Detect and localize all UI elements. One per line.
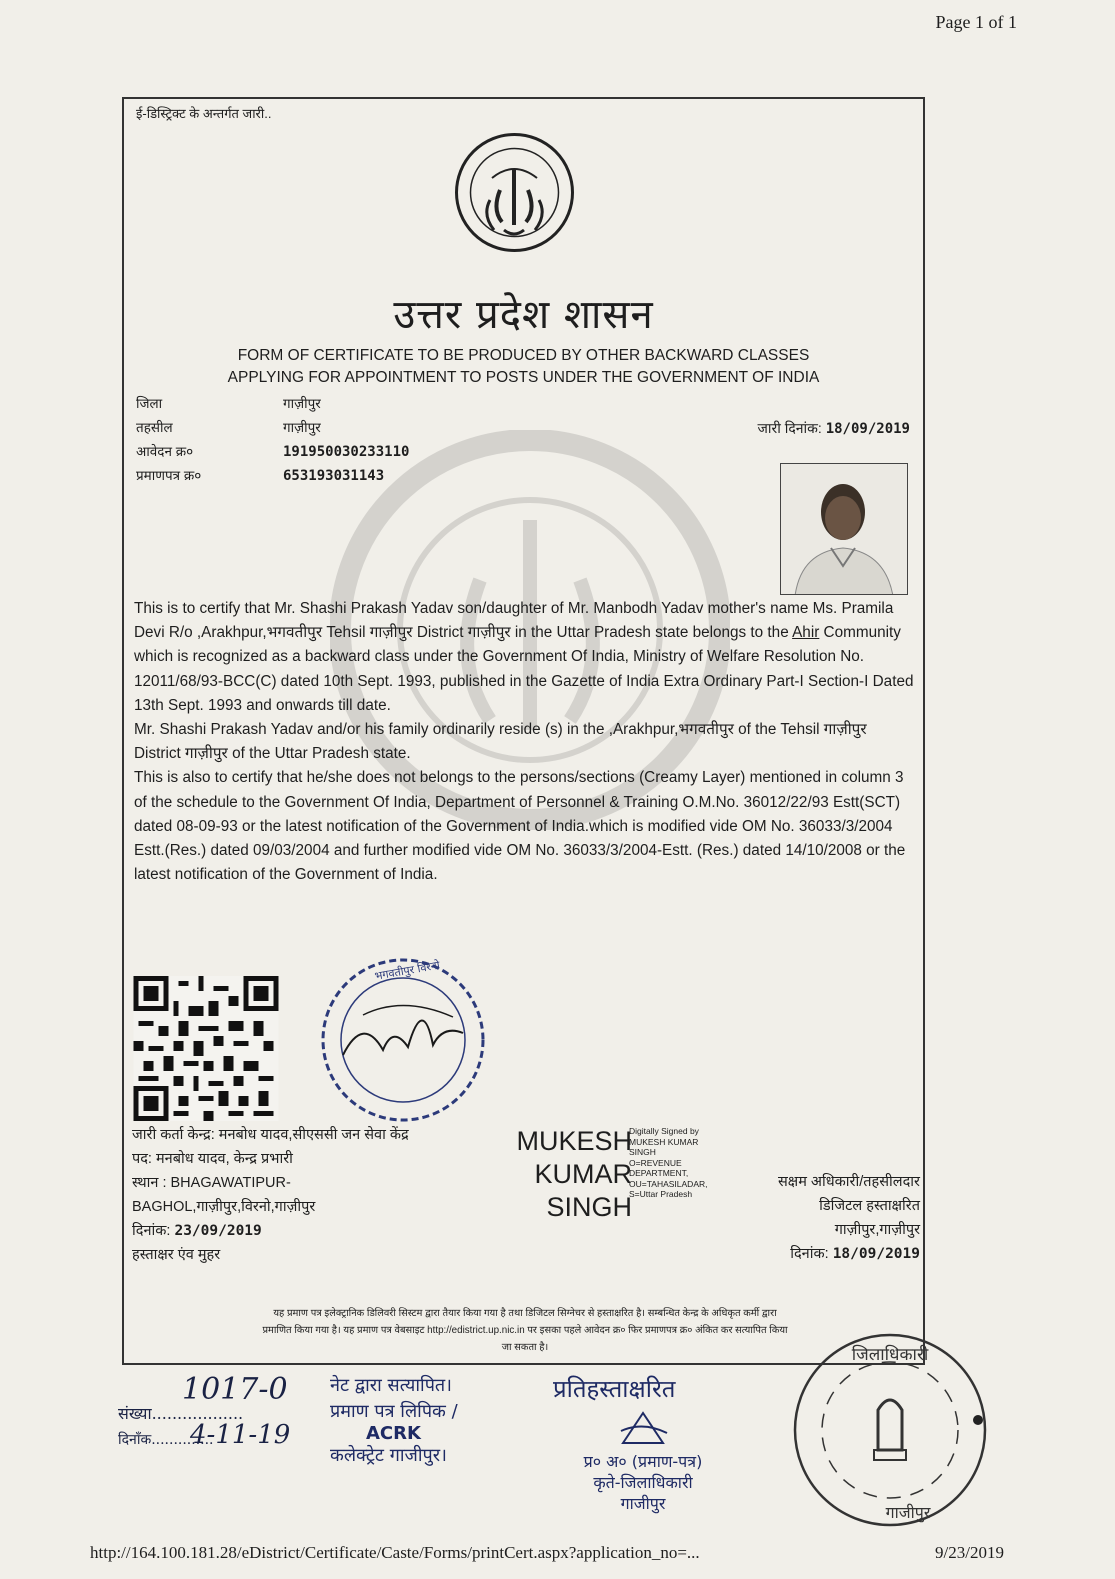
verification-stamp xyxy=(330,1375,520,1467)
certificate-number: 653193031143 xyxy=(283,468,385,484)
issuer-date xyxy=(132,1219,409,1243)
seal-bottom-text: गाजीपुर xyxy=(885,1503,931,1522)
disclaimer-line2: प्रमाणित किया गया है। यह प्रमाण पत्र वेबसाइट http://edistrict.up.nic.in पर इसका पहले आवेदन क्र० फिर प्रमाणपत्र क्र० अंकित कर सत्यापित किया xyxy=(262,1325,788,1336)
issuer-date-label: दिनांक: xyxy=(132,1223,171,1239)
issuer-place-line2: BAGHOL,गाज़ीपुर,विरनो,गाज़ीपुर xyxy=(132,1199,316,1215)
authority-title: सक्षम अधिकारी/तहसीलदार xyxy=(778,1174,920,1190)
certificate-body xyxy=(134,597,914,887)
attested-line2: कृते-जिलाधिकारी xyxy=(593,1473,693,1492)
district-row xyxy=(136,394,321,412)
page-number: Page 1 of 1 xyxy=(935,12,1017,32)
handwritten-date: 4-11-19 xyxy=(190,1420,291,1450)
body-text-1b: Community which is recognized as a backward class under the Government Of India, Ministry of Welfare Resolution No. 12011/68/93-BCC(C) dated 10th Sept. 1993, published in the Gazette of India Extra Ordinary Part-I Section-I Dated 13th Sept. 1993 and onwards till date. xyxy=(134,624,914,714)
issue-date-value: 18/09/2019 xyxy=(825,421,910,437)
tehsil-value: गाज़ीपुर xyxy=(283,420,321,435)
authority-date-value: 18/09/2019 xyxy=(832,1246,920,1262)
clerk-text: प्रमाण पत्र लिपिक / xyxy=(330,1401,458,1422)
attestation-stamp xyxy=(553,1372,733,1514)
issuer-block xyxy=(132,1123,409,1267)
up-emblem-icon xyxy=(452,130,577,255)
issue-date xyxy=(757,419,910,438)
issuer-sign-seal: हस्ताक्षर एंव मुहर xyxy=(132,1247,221,1263)
authority-date xyxy=(720,1242,920,1266)
applicant-photo xyxy=(780,463,908,595)
issuer-post: पद: मनबोध यादव, केन्द्र प्रभारी xyxy=(132,1151,293,1167)
print-url: http://164.100.181.28/eDistrict/Certificate/Caste/Forms/printCert.aspx?application_no=... xyxy=(90,1543,700,1562)
dsig-detail-line: OU=TAHASILADAR, xyxy=(629,1178,708,1189)
issuer-date-value: 23/09/2019 xyxy=(174,1223,262,1239)
dsig-name-line1: MUKESH xyxy=(516,1126,632,1156)
seal-top-text: जिलाधिकारी xyxy=(851,1345,929,1365)
digital-signature-details xyxy=(629,1126,729,1200)
net-verified-text: नेट द्वारा सत्यापित। xyxy=(330,1375,452,1396)
dsig-detail-line: MUKESH KUMAR xyxy=(629,1136,699,1147)
community-name: Ahir xyxy=(792,624,820,642)
district-magistrate-seal-icon xyxy=(790,1330,990,1530)
authority-digital: डिजिटल हस्ताक्षरित xyxy=(819,1198,920,1214)
certificate-label: प्रमाणपत्र क्र० xyxy=(136,468,202,483)
dsig-detail-line: DEPARTMENT, xyxy=(629,1168,689,1178)
tehsil-label: तहसील xyxy=(136,420,173,435)
body-paragraph-2: Mr. Shashi Prakash Yadav and/or his family ordinarily reside (s) in the ,Arakhpur,भगवतीपुर of the Tehsil गाज़ीपुर District गाज़ीपुर of the Uttar Pradesh state. xyxy=(134,721,867,763)
issuer-place-line1: स्थान : BHAGAWATIPUR- xyxy=(132,1175,291,1191)
application-number: 191950030233110 xyxy=(283,444,410,460)
number-label: संख्या.................. xyxy=(118,1404,244,1423)
authority-date-label: दिनांक: xyxy=(790,1246,829,1262)
dsig-name-line2: KUMAR xyxy=(534,1159,632,1189)
application-label: आवेदन क्र० xyxy=(136,444,194,459)
acrk-text: ACRK xyxy=(366,1423,421,1444)
district-label: जिला xyxy=(136,396,163,411)
seal-text: भगवतीपुर विरनो xyxy=(373,958,441,983)
attested-heading: प्रतिहस्ताक्षरित xyxy=(553,1375,676,1403)
district-value: गाज़ीपुर xyxy=(283,396,321,411)
issued-under-text: ई-डिस्ट्रिक्ट के अन्तर्गत जारी.. xyxy=(136,106,272,121)
collectorate-text: कलेक्ट्रेट गाजीपुर। xyxy=(330,1445,447,1466)
form-title-line1: FORM OF CERTIFICATE TO BE PRODUCED BY OTHER BACKWARD CLASSES xyxy=(237,347,810,364)
disclaimer-line1: यह प्रमाण पत्र इलेक्ट्रानिक डिलिवरी सिस्टम द्वारा तैयार किया गया है तथा डिजिटल सिग्नेचर से हस्ताक्षरित है। सम्बन्धित केन्द्र के अधिकृत कर्मी द्वारा xyxy=(273,1308,777,1319)
form-title-line2: APPLYING FOR APPOINTMENT TO POSTS UNDER THE GOVERNMENT OF INDIA xyxy=(227,369,820,386)
person-icon xyxy=(781,464,908,595)
body-text-1a: This is to certify that Mr. Shashi Prakash Yadav son/daughter of Mr. Manbodh Yadav mother's name Ms. Pramila Devi R/o ,Arakhpur,भगवतीपुर Tehsil गाज़ीपुर District गाज़ीपुर in the Uttar Pradesh state belongs to the xyxy=(134,600,894,642)
title-hindi: उत्तर प्रदेश शासन xyxy=(393,292,654,338)
attested-line3: गाजीपुर xyxy=(620,1494,666,1513)
authority-place: गाज़ीपुर,गाज़ीपुर xyxy=(834,1222,920,1238)
body-paragraph-3: This is also to certify that he/she does not belongs to the persons/sections (Creamy Layer) mentioned in column 3 of the schedule to the Government Of India, Department of Personnel & Training O.M.No. 36012/22/93 Estt(SCT) dated 08-09-93 or the latest notification of the Government of India.which is modified vide OM No. 36033/3/2004 Estt.(Res.) dated 09/03/2004 and further modified vide OM No. 36033/3/2004-Estt. (Res.) dated 14/10/2008 or the latest notification of the Government of India. xyxy=(134,769,906,884)
dsig-detail-line: Digitally Signed by xyxy=(629,1126,699,1136)
form-title xyxy=(122,345,925,389)
disclaimer-line3: जा सकता है। xyxy=(501,1342,549,1353)
dsig-detail-line: S=Uttar Pradesh xyxy=(629,1189,693,1199)
date-label: दिनाँक.............. xyxy=(118,1432,214,1448)
authority-block xyxy=(720,1170,920,1266)
issue-date-label: जारी दिनांक: xyxy=(757,420,822,436)
dsig-name-line3: SINGH xyxy=(546,1192,632,1222)
handwritten-number: 1017-0 xyxy=(182,1372,288,1407)
tehsil-row xyxy=(136,418,321,436)
attestation-signature-icon xyxy=(553,1405,733,1447)
attested-line1: प्र० अ० (प्रमाण-पत्र) xyxy=(583,1452,703,1471)
body-paragraph-1 xyxy=(134,597,914,718)
issuer-seal-icon xyxy=(303,955,503,1125)
qr-code-icon xyxy=(132,976,280,1121)
issuer-center: जारी कर्ता केन्द्र: मनबोध यादव,सीएससी जन सेवा केंद्र xyxy=(132,1127,409,1143)
dsig-detail-line: O=REVENUE xyxy=(629,1157,682,1168)
dsig-detail-line: SINGH xyxy=(629,1147,656,1157)
print-date: 9/23/2019 xyxy=(935,1543,1004,1562)
